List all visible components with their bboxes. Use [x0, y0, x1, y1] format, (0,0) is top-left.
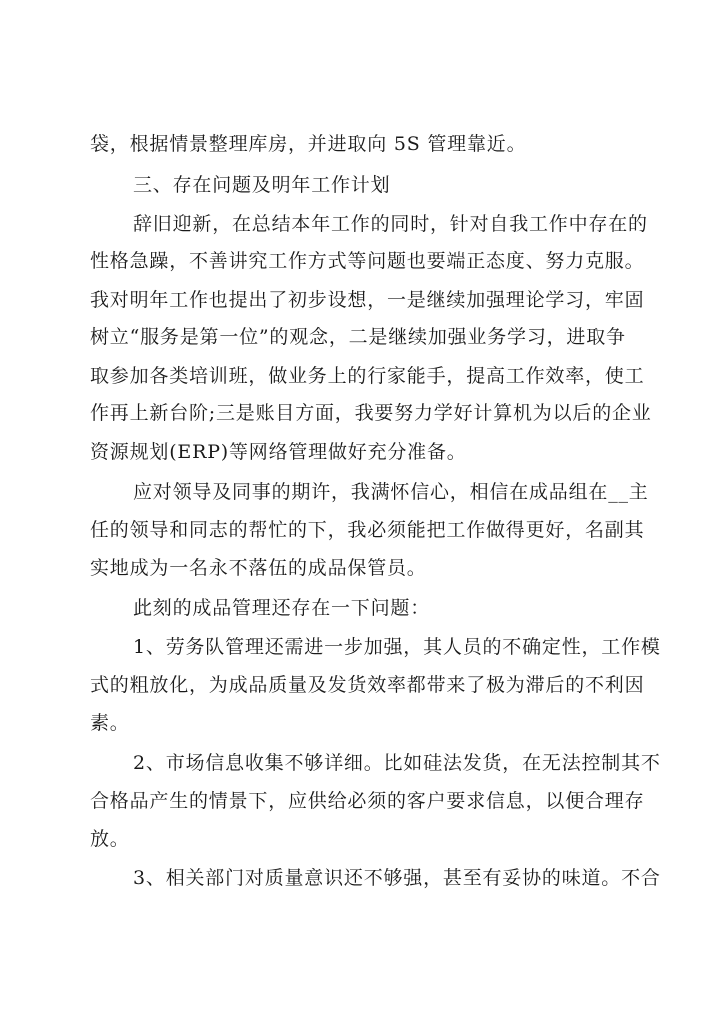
list-item: 3、相关部门对质量意识还不够强，甚至有妥协的味道。不合	[133, 867, 661, 889]
list-item: 2、市场信息收集不够详细。比如硅法发货，在无法控制其不	[133, 752, 661, 774]
text-line: 树立“服务是第一位”的观念，二是继续加强业务学习，进取争	[90, 326, 626, 348]
text-line: 实地成为一名永不落伍的成品保管员。	[90, 557, 427, 579]
text-line: 合格品产生的情景下，应供给必须的客户要求信息，以便合理存	[90, 790, 645, 812]
text-line: 我对明年工作也提出了初步设想，一是继续加强理论学习，牢固	[90, 289, 645, 311]
text-line: 素。	[90, 712, 130, 734]
text-line: 辞旧迎新，在总结本年工作的同时，针对自我工作中存在的	[133, 213, 648, 235]
text-line: 取参加各类培训班，做业务上的行家能手，提高工作效率，使工	[90, 365, 645, 387]
text-line: 放。	[90, 828, 130, 850]
text-line: 性格急躁，不善讲究工作方式等问题也要端正态度、努力克服。	[90, 250, 645, 272]
text-line: 作再上新台阶;三是账目方面，我要努力学好计算机为以后的企业	[90, 402, 652, 424]
section-heading: 三、存在问题及明年工作计划	[133, 174, 391, 196]
text-line: 资源规划(ERP)等网络管理做好充分准备。	[90, 441, 467, 463]
text-line: 此刻的成品管理还存在一下问题：	[133, 597, 431, 619]
text-line: 应对领导及同事的期许，我满怀信心，相信在成品组在__主	[133, 481, 649, 503]
text-line: 袋，根据情景整理库房，并进取向 5S 管理靠近。	[90, 133, 527, 155]
text-line: 式的粗放化，为成品质量及发货效率都带来了极为滞后的不利因	[90, 674, 645, 696]
list-item: 1、劳务队管理还需进一步加强，其人员的不确定性，工作模	[133, 636, 661, 658]
text-line: 任的领导和同志的帮忙的下，我必须能把工作做得更好，名副其	[90, 519, 645, 541]
